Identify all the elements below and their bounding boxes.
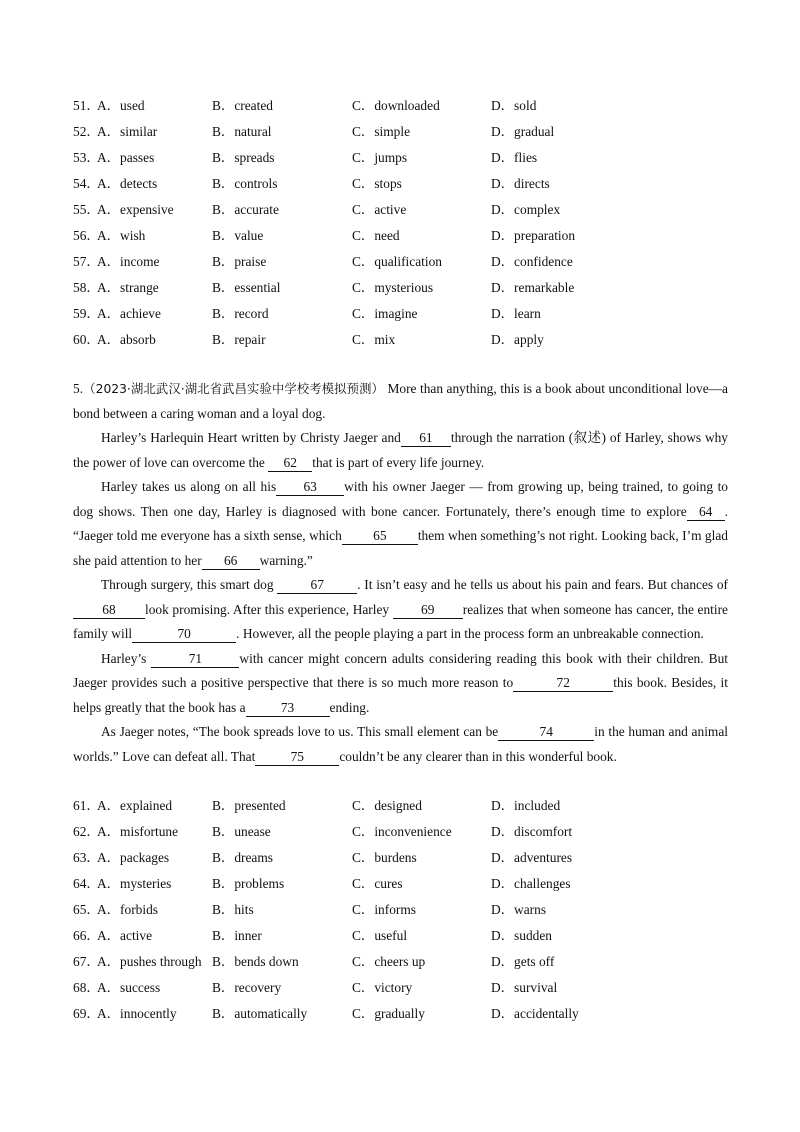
text-run: that is part of every life journey.: [312, 454, 485, 470]
text-run: with cancer might concern adults considering reading this book with their children. But Jaeger provides such a positive perspective that there is so much more reason to: [73, 650, 728, 690]
blank-67[interactable]: 67: [277, 576, 357, 594]
option-b: B．essential: [212, 280, 281, 295]
option-b: B．dreams: [212, 850, 273, 865]
option-a: A．packages: [97, 850, 170, 865]
option-d: D．learn: [491, 306, 541, 321]
option-c: C．useful: [352, 928, 408, 943]
option-row-51: [73, 93, 733, 119]
option-c: C．stops: [352, 176, 402, 191]
option-c: C．designed: [352, 798, 422, 813]
text-run: ending.: [329, 699, 370, 715]
option-d: D．gradual: [491, 124, 555, 139]
blank-68[interactable]: 68: [73, 601, 145, 619]
option-d: D．confidence: [491, 254, 573, 269]
question-number: 52．: [73, 124, 100, 139]
option-a: A．passes: [97, 150, 155, 165]
option-c: C．imagine: [352, 306, 418, 321]
intro-text: More than anything, this is a book about unconditional love—a bond between a caring woman and a loyal dog.: [73, 381, 728, 421]
option-c: C．simple: [352, 124, 411, 139]
option-b: B．controls: [212, 176, 278, 191]
option-b: B．record: [212, 306, 269, 321]
option-d: D．preparation: [491, 228, 576, 243]
option-b: B．bends down: [212, 954, 299, 969]
option-b: B．repair: [212, 332, 266, 347]
blank-74[interactable]: 74: [498, 723, 594, 741]
option-row-55: [73, 197, 733, 223]
option-c: C．informs: [352, 902, 416, 917]
blank-65[interactable]: 65: [342, 527, 418, 545]
option-a: A．explained: [97, 798, 173, 813]
option-b: B．value: [212, 228, 264, 243]
text-run: . However, all the people playing a part in the process form an unbreakable connection.: [236, 626, 704, 641]
paragraph-4: [73, 647, 728, 721]
option-d: D．apply: [491, 332, 544, 347]
blank-63[interactable]: 63: [276, 478, 344, 496]
text-run: in the human and animal worlds.” Love can defeat all. That: [73, 724, 728, 764]
option-b: B．spreads: [212, 150, 275, 165]
option-c: C．active: [352, 202, 407, 217]
option-row-66: [73, 923, 733, 949]
option-c: C．victory: [352, 980, 413, 995]
option-a: A．similar: [97, 124, 158, 139]
option-d: D．survival: [491, 980, 558, 995]
option-a: A．absorb: [97, 332, 156, 347]
question-number: 60．: [73, 332, 100, 347]
cloze-passage: [73, 377, 728, 769]
question-number: 51．: [73, 98, 100, 113]
option-a: A．forbids: [97, 902, 158, 917]
blank-69[interactable]: 69: [393, 601, 463, 619]
blank-62[interactable]: 62: [268, 454, 312, 472]
blank-66[interactable]: 66: [202, 552, 260, 570]
option-row-57: [73, 249, 733, 275]
option-c: C．cures: [352, 876, 403, 891]
text-run: warning.”: [259, 552, 313, 568]
option-d: D．adventures: [491, 850, 573, 865]
option-b: B．accurate: [212, 202, 279, 217]
text-run: this book. Besides, it helps greatly that the book has a: [73, 675, 729, 715]
option-d: D．remarkable: [491, 280, 575, 295]
option-row-54: [73, 171, 733, 197]
option-a: A．strange: [97, 280, 159, 295]
option-a: A．success: [97, 980, 161, 995]
passage-intro: [73, 377, 728, 426]
option-b: B．hits: [212, 902, 254, 917]
paragraph-2: [73, 475, 728, 573]
option-row-68: [73, 975, 733, 1001]
question-number: 64．: [73, 876, 100, 891]
question-number: 61．: [73, 798, 100, 813]
option-row-62: [73, 819, 733, 845]
option-a: A．income: [97, 254, 160, 269]
question-number: 68．: [73, 980, 100, 995]
text-run: couldn’t be any clearer than in this wonderful book.: [339, 748, 617, 764]
question-number: 65．: [73, 902, 100, 917]
option-d: D．sudden: [491, 928, 552, 943]
text-run: . “Jaeger told me everyone has a sixth sense, which: [73, 503, 728, 543]
option-b: B．automatically: [212, 1006, 308, 1021]
option-b: B．created: [212, 98, 273, 113]
blank-73[interactable]: 73: [246, 699, 330, 717]
question-number: 58．: [73, 280, 100, 295]
question-number: 63．: [73, 850, 100, 865]
text-run: Harley’s Harlequin Heart written by Christy Jaeger and: [101, 430, 401, 445]
question-number: 62．: [73, 824, 100, 839]
option-row-63: [73, 845, 733, 871]
option-row-53: [73, 145, 733, 171]
option-row-64: [73, 871, 733, 897]
question-number: 57．: [73, 254, 100, 269]
option-row-61: [73, 793, 733, 819]
question-number: 66．: [73, 928, 100, 943]
option-c: C．cheers up: [352, 954, 426, 969]
option-row-65: [73, 897, 733, 923]
option-d: D．directs: [491, 176, 550, 191]
option-b: B．praise: [212, 254, 267, 269]
option-b: B．unease: [212, 824, 271, 839]
option-d: D．discomfort: [491, 824, 573, 839]
option-row-60: [73, 327, 733, 353]
option-row-59: [73, 301, 733, 327]
blank-72[interactable]: 72: [513, 674, 613, 692]
blank-70[interactable]: 70: [132, 625, 236, 643]
option-d: D．flies: [491, 150, 538, 165]
blank-64[interactable]: 64: [687, 503, 725, 521]
option-c: C．burdens: [352, 850, 417, 865]
option-b: B．presented: [212, 798, 286, 813]
option-b: B．inner: [212, 928, 262, 943]
option-b: B．natural: [212, 124, 272, 139]
question-number: 69．: [73, 1006, 100, 1021]
option-d: D．challenges: [491, 876, 571, 891]
option-a: A．used: [97, 98, 145, 113]
option-c: C．need: [352, 228, 400, 243]
option-c: C．jumps: [352, 150, 408, 165]
text-run: Through surgery, this smart dog: [101, 577, 274, 592]
text-run: realizes that when someone has cancer, the entire family will: [73, 601, 728, 641]
option-c: C．qualification: [352, 254, 442, 269]
option-row-58: [73, 275, 733, 301]
question-number: 59．: [73, 306, 100, 321]
option-a: A．misfortune: [97, 824, 179, 839]
text-run: Harley takes us along on all his: [101, 479, 277, 494]
option-a: A．innocently: [97, 1006, 177, 1021]
option-a: A．active: [97, 928, 153, 943]
option-row-56: [73, 223, 733, 249]
option-c: C．mix: [352, 332, 396, 347]
option-a: A．pushes through: [97, 954, 202, 969]
question-number: 53．: [73, 150, 100, 165]
blank-71[interactable]: 71: [151, 650, 239, 668]
option-d: D．sold: [491, 98, 537, 113]
option-a: A．wish: [97, 228, 146, 243]
options-block-1: [73, 93, 733, 353]
question-source: （2023·湖北武汉·湖北省武昌实验中学校考模拟预测）: [83, 382, 384, 396]
text-run: look promising. After this experience, Harley: [145, 601, 390, 617]
text-run: through the narration (叙述) of Harley, shows why the power of love can overcome the: [73, 430, 729, 470]
blank-61[interactable]: 61: [401, 429, 451, 447]
option-c: C．gradually: [352, 1006, 425, 1021]
option-a: A．mysteries: [97, 876, 172, 891]
question-label: 5.: [73, 381, 84, 396]
option-a: A．detects: [97, 176, 158, 191]
option-d: D．complex: [491, 202, 561, 217]
question-number: 56．: [73, 228, 100, 243]
option-d: D．included: [491, 798, 561, 813]
question-number: 54．: [73, 176, 100, 191]
option-c: C．downloaded: [352, 98, 440, 113]
blank-75[interactable]: 75: [255, 748, 339, 766]
paragraph-5: [73, 720, 728, 769]
option-d: D．warns: [491, 902, 547, 917]
question-number: 67．: [73, 954, 100, 969]
option-a: A．expensive: [97, 202, 174, 217]
text-run: with his owner Jaeger — from growing up, being trained, to going to dog shows. Then one day, Harley is diagnosed with bone cancer. Fortunately, there’s enough time to explore: [73, 479, 728, 519]
option-d: D．gets off: [491, 954, 555, 969]
option-row-67: [73, 949, 733, 975]
text-run: them when something’s not right. Looking back, I’m glad she paid attention to her: [73, 528, 728, 568]
option-b: B．recovery: [212, 980, 282, 995]
option-c: C．inconvenience: [352, 824, 452, 839]
option-a: A．achieve: [97, 306, 161, 321]
text-run: . It isn’t easy and he tells us about his pain and fears. But chances of: [357, 577, 728, 592]
text-run: As Jaeger notes, “The book spreads love to us. This small element can be: [101, 724, 499, 739]
option-d: D．accidentally: [491, 1006, 579, 1021]
option-row-52: [73, 119, 733, 145]
paragraph-1: [73, 426, 728, 475]
option-c: C．mysterious: [352, 280, 434, 295]
options-block-2: [73, 793, 733, 1027]
option-b: B．problems: [212, 876, 285, 891]
paragraph-3: [73, 573, 728, 647]
option-row-69: [73, 1001, 733, 1027]
text-run: Harley’s: [101, 650, 147, 666]
question-number: 55．: [73, 202, 100, 217]
